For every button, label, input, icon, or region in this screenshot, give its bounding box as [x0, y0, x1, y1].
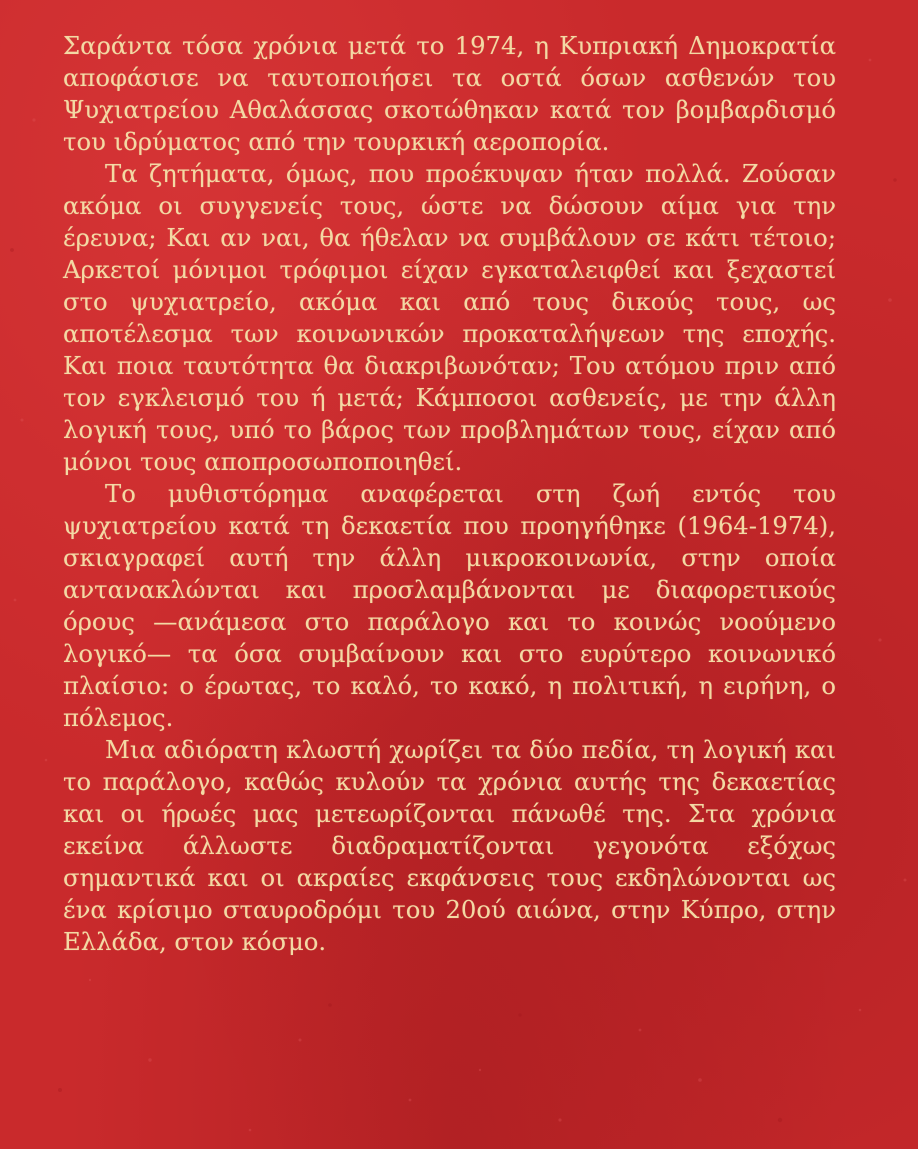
- paragraph-2: Τα ζητήματα, όμως, που προέκυψαν ήταν πολλά. Ζούσαν ακόμα οι συγγενείς τους, ώστε να δώσουν αίμα για την έρευνα; Και αν ναι, θα ήθελαν να συμβάλουν σε κάτι τέτοιο; Αρκετοί μόνιμοι τρόφιμοι είχαν εγκαταλειφθεί και ξεχαστεί στο ψυχιατρείο, ακόμα και από τους δικούς τους, ως αποτέλεσμα των κοινωνικών προκαταλήψεων της εποχής. Και ποια ταυτότητα θα διακριβωνόταν; Του ατόμου πριν από τον εγκλεισμό του ή μετά; Κάμποσοι ασθενείς, με την άλλη λογική τους, υπό το βάρος των προβλημάτων τους, είχαν από μόνοι τους αποπροσωποποιηθεί.: [63, 159, 836, 476]
- blurb-text: [63, 30, 836, 958]
- paragraph-1: Σαράντα τόσα χρόνια μετά το 1974, η Κυπριακή Δημοκρατία αποφάσισε να ταυτοποιήσει τα οστά όσων ασθενών του Ψυχιατρείου Αθαλάσσας σκοτώθηκαν κατά τον βομβαρδισμό του ιδρύματος από την τουρκική αεροπορία.: [63, 31, 836, 156]
- paragraph-3: Το μυθιστόρημα αναφέρεται στη ζωή εντός του ψυχιατρείου κατά τη δεκαετία που προηγήθηκε (1964-1974), σκιαγραφεί αυτή την άλλη μικροκοινωνία, στην οποία αντανακλώνται και προσλαμβάνονται με διαφορετικούς όρους —ανάμεσα στο παράλογο και το κοινώς νοούμενο λογικό— τα όσα συμβαίνουν και στο ευρύτερο κοινωνικό πλαίσιο: ο έρωτας, το καλό, το κακό, η πολιτική, η ειρήνη, ο πόλεμος.: [63, 479, 836, 732]
- paragraph-4: Μια αδιόρατη κλωστή χωρίζει τα δύο πεδία, τη λογική και το παράλογο, καθώς κυλούν τα χρόνια αυτής της δεκαετίας και οι ήρωές μας μετεωρίζονται πάνωθέ της. Στα χρόνια εκείνα άλλωστε διαδραματίζονται γεγονότα εξόχως σημαντικά και οι ακραίες εκφάνσεις τους εκδηλώνονται ως ένα κρίσιμο σταυροδρόμι του 20ού αιώνα, στην Κύπρο, στην Ελλάδα, στον κόσμο.: [63, 735, 836, 956]
